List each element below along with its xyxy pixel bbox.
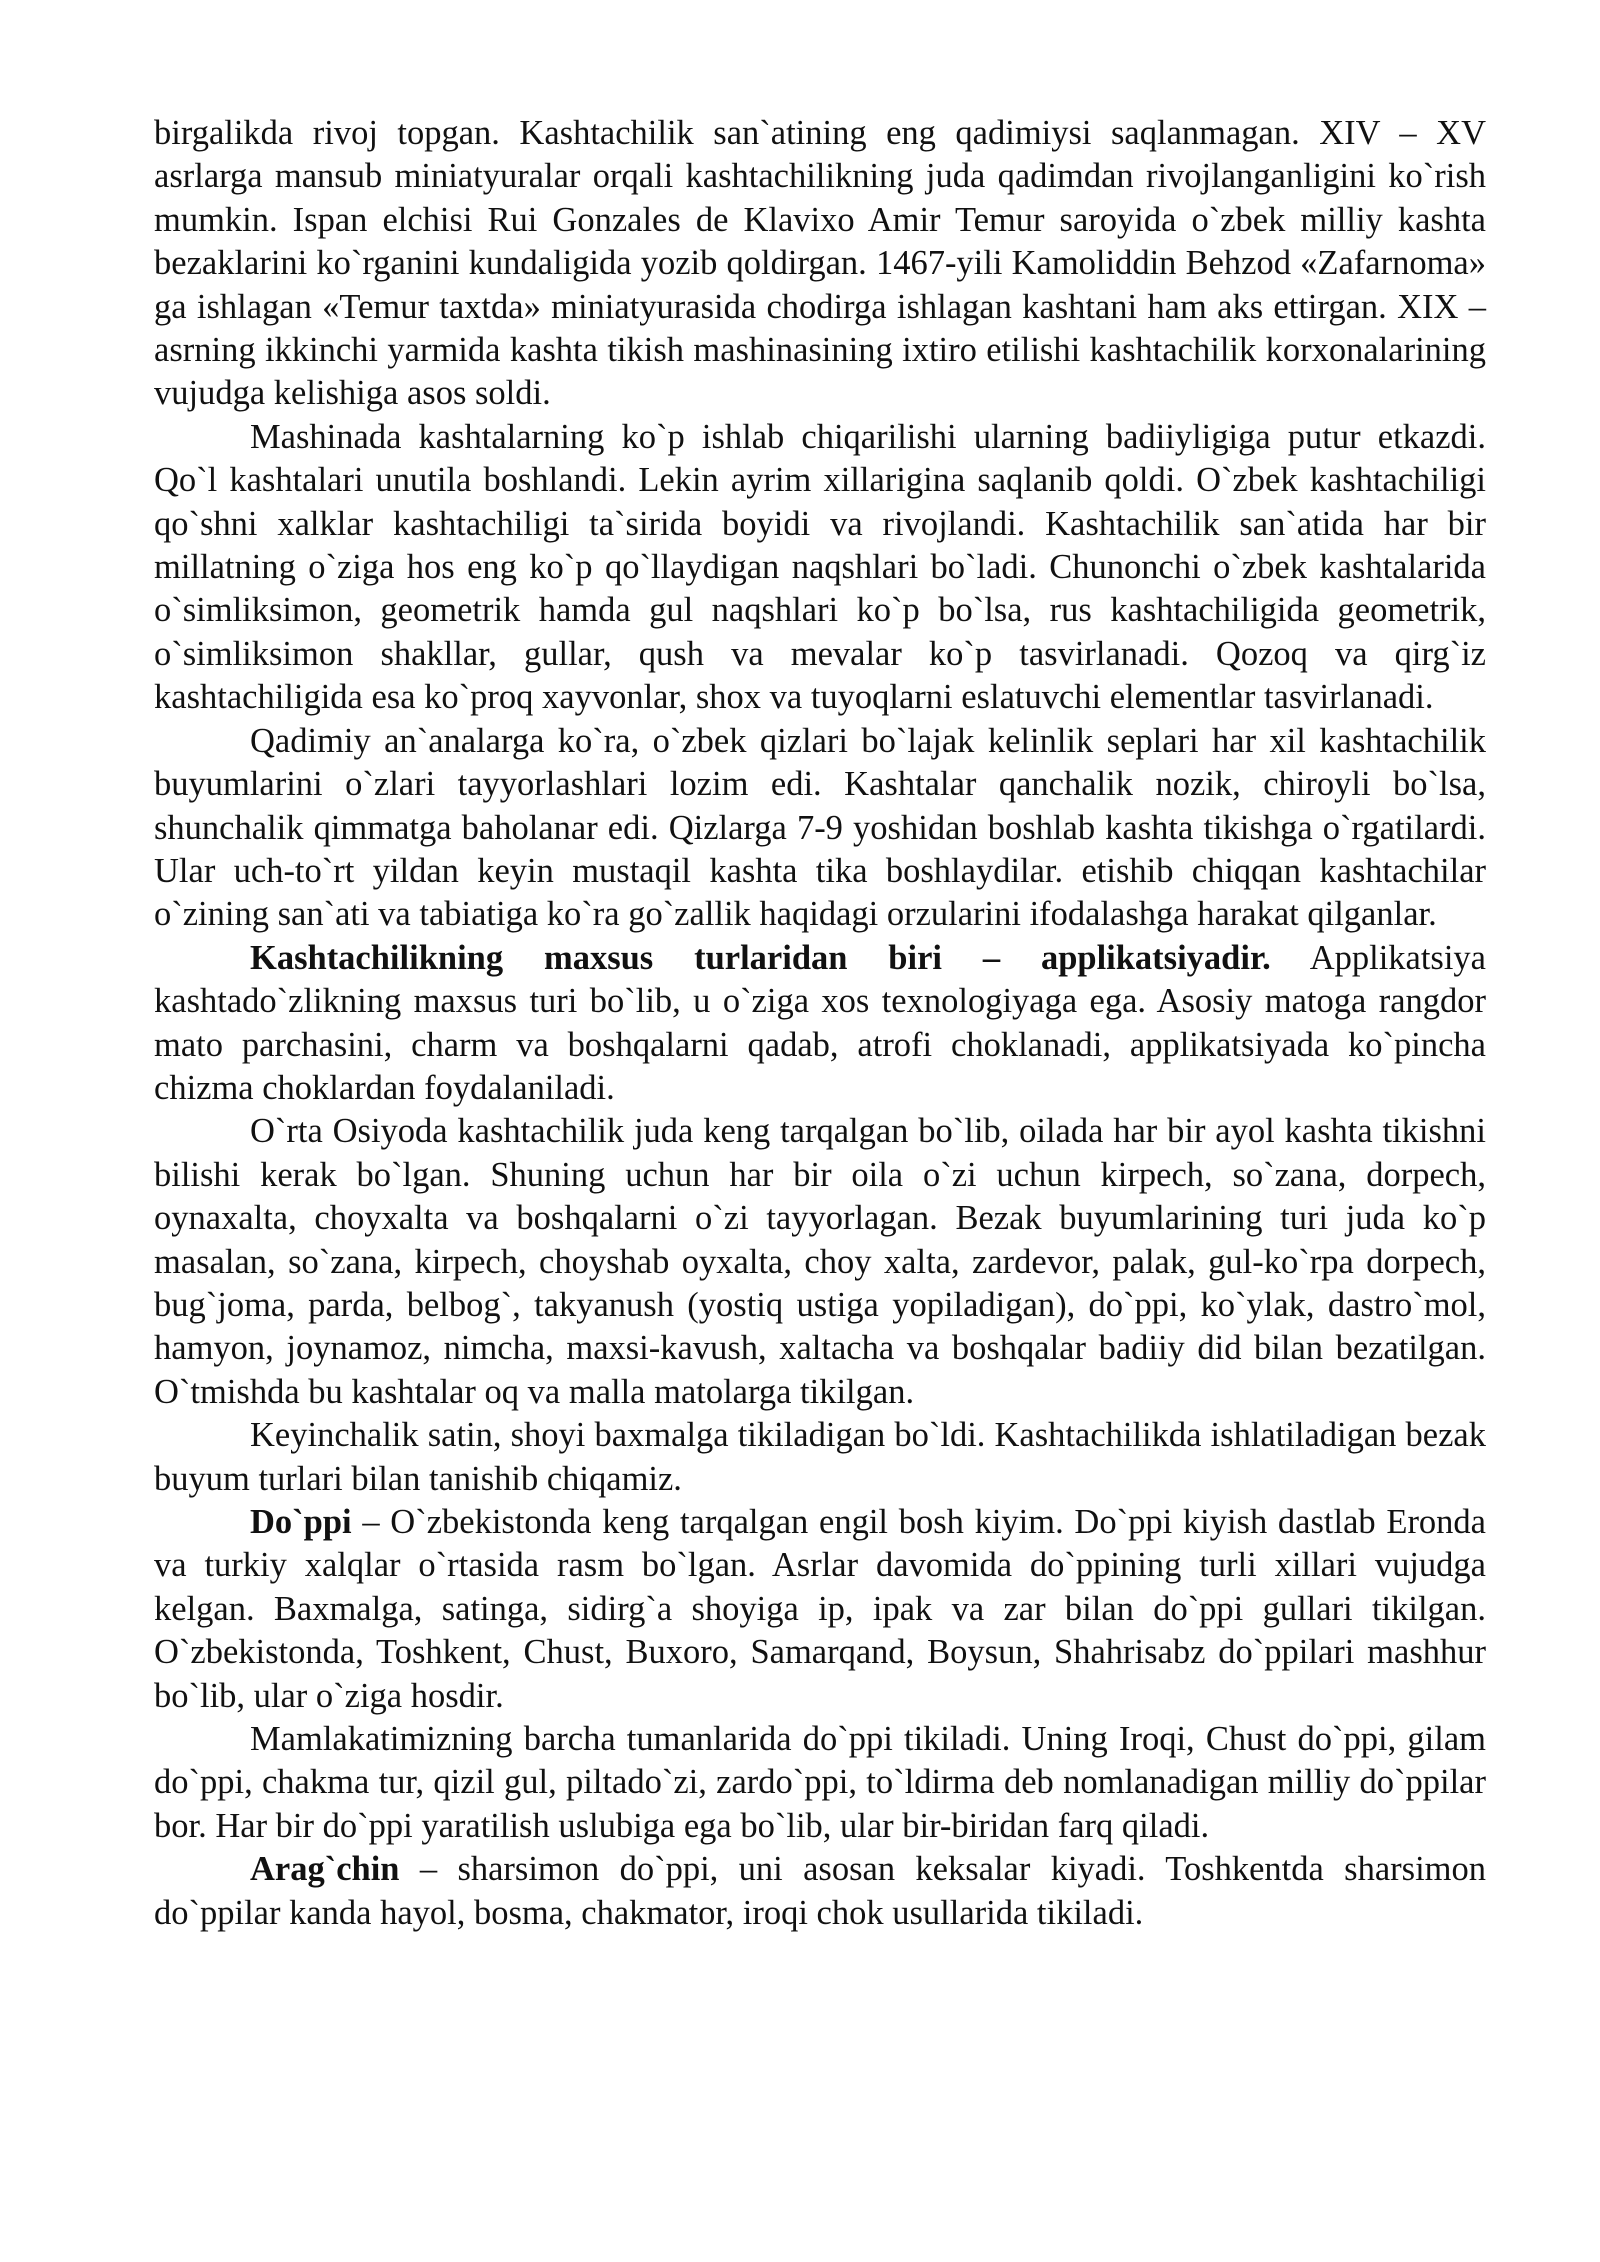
paragraph-7 — [154, 1501, 1486, 1718]
paragraph-4-lead: Kashtachilikning maxsus turlaridan biri – applikatsiyadir. — [250, 938, 1271, 977]
paragraph-9 — [154, 1848, 1486, 1935]
paragraph-5-text: O`rta Osiyoda kashtachilik juda keng tarqalgan bo`lib, oilada har bir ayol kashta tikishni bilishi kerak bo`lgan. Shuning uchun har bir oila o`zi uchun kirpech, so`zana, dorpech, oynaxalta, choyxalta va boshqalarni o`zi tayyorlagan. Bezak buyumlarining turi juda ko`p masalan, so`zana, kirpech, choyshab oyxalta, choy xalta, zardevor, palak, gul-ko`rpa dorpech, bug`joma, parda, belbog`, takyanush (yostiq ustiga yopiladigan), do`ppi, ko`ylak, dastro`mol, hamyon, joynamoz, nimcha, maxsi-kavush, xaltacha va boshqalar badiiy did bilan bezatilgan. O`tmishda bu kashtalar oq va malla matolarga tikilgan. — [154, 1112, 1486, 1411]
paragraph-9-lead: Arag`chin — [250, 1850, 400, 1889]
paragraph-6-text: Keyinchalik satin, shoyi baxmalga tikiladigan bo`ldi. Kashtachilikda ishlatiladigan bezak buyum turlari bilan tanishib chiqamiz. — [154, 1416, 1486, 1498]
paragraph-6 — [154, 1414, 1486, 1501]
paragraph-3-text: Qadimiy an`analarga ko`ra, o`zbek qizlari bo`lajak kelinlik seplari har xil kashtachilik buyumlarini o`zlari tayyorlashlari lozim edi. Kashtalar qanchalik nozik, chiroyli bo`lsa, shunchalik qimmatga baholanar edi. Qizlarga 7-9 yoshidan boshlab kashta tikishga o`rgatilardi. Ular uch-to`rt yildan keyin mustaqil kashta tika boshlaydilar. etishib chiqqan kashtachilar o`zining san`ati va tabiatiga ko`ra go`zallik haqidagi orzularini ifodalashga harakat qilganlar. — [154, 721, 1486, 934]
paragraph-4-text: Applikatsiya kashtado`zlikning maxsus turi bo`lib, u o`ziga xos texnologiyaga ega. Asosiy matoga rangdor mato parchasini, charm va boshqalarni qadab, atrofi choklanadi, applikatsiyada ko`pincha chizma choklardan foydalaniladi. — [154, 938, 1486, 1107]
paragraph-4 — [154, 937, 1486, 1111]
paragraph-8 — [154, 1718, 1486, 1848]
paragraph-7-lead: Do`ppi — [250, 1503, 352, 1541]
paragraph-9-text: – sharsimon do`ppi, uni asosan keksalar kiyadi. Toshkentda sharsimon do`ppilar kanda hayol, bosma, chakmator, iroqi chok usullarida tikiladi. — [154, 1850, 1486, 1932]
paragraph-1-text: birgalikda rivoj topgan. Kashtachilik san`atining eng qadimiysi saqlanmagan. XIV – XV asrlarga mansub miniatyuralar orqali kashtachilikning juda qadimdan rivojlanganligini ko`rish mumkin. Ispan elchisi Rui Gonzales de Klavixo Amir Temur saroyida o`zbek milliy kashta bezaklarini ko`rganini kundaligida yozib qoldirgan. 1467-yili Kamoliddin Behzod «Zafarnoma» ga ishlagan «Temur taxtda» miniatyurasida chodirga ishlagan kashtani ham aks ettirgan. XIX – asrning ikkinchi yarmida kashta tikish mashinasining ixtiro etilishi kashtachilik korxonalarining vujudga kelishiga asos soldi. — [154, 114, 1486, 413]
paragraph-1 — [154, 112, 1486, 416]
document-page — [154, 112, 1486, 1935]
paragraph-5 — [154, 1110, 1486, 1414]
paragraph-2 — [154, 416, 1486, 720]
paragraph-2-text: Mashinada kashtalarning ko`p ishlab chiqarilishi ularning badiiyligiga putur etkazdi. Qo`l kashtalari unutila boshlandi. Lekin ayrim xillarigina saqlanib qoldi. O`zbek kashtachiligi qo`shni xalklar kashtachiligi ta`sirida boyidi va rivojlandi. Kashtachilik san`atida har bir millatning o`ziga hos eng ko`p qo`llaydigan naqshlari bo`ladi. Chunonchi o`zbek kashtalarida o`simliksimon, geometrik hamda gul naqshlari ko`p bo`lsa, rus kashtachiligida geometrik, o`simliksimon shakllar, gullar, qush va mevalar ko`p tasvirlanadi. Qozoq va qirg`iz kashtachiligida esa ko`proq xayvonlar, shox va tuyoqlarni eslatuvchi elementlar tasvirlanadi. — [154, 417, 1486, 717]
paragraph-7-text: – O`zbekistonda keng tarqalgan engil bosh kiyim. Do`ppi kiyish dastlab Eronda va turkiy xalqlar o`rtasida rasm bo`lgan. Asrlar davomida do`ppining turli xillari vujudga kelgan. Baxmalga, satinga, sidirg`a shoyiga ip, ipak va zar bilan do`ppi gullari tikilgan. O`zbekistonda, Toshkent, Chust, Buxoro, Samarqand, Boysun, Shahrisabz do`ppilari mashhur bo`lib, ular o`ziga hosdir. — [154, 1503, 1486, 1715]
paragraph-3 — [154, 720, 1486, 937]
paragraph-8-text: Mamlakatimizning barcha tumanlarida do`ppi tikiladi. Uning Iroqi, Chust do`ppi, gilam do`ppi, chakma tur, qizil gul, piltado`zi, zardo`ppi, to`ldirma deb nomlanadigan milliy do`ppilar bor. Har bir do`ppi yaratilish uslubiga ega bo`lib, ular bir-biridan farq qiladi. — [154, 1720, 1486, 1845]
